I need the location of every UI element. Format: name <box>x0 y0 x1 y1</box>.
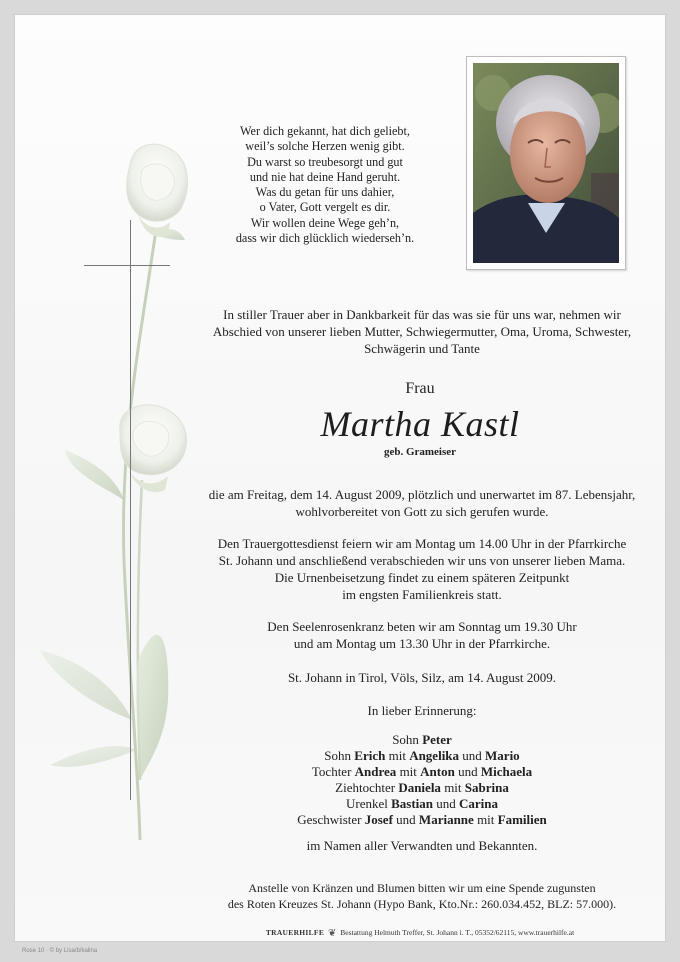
poem-line: Was du getan für uns dahier, <box>255 185 395 200</box>
memory-heading <box>180 702 664 719</box>
rose-icon: ❦ <box>328 928 337 939</box>
family-member-line <box>180 764 664 780</box>
footer-brand: TRAUERHILFE <box>265 928 325 937</box>
family-member-name: Josef <box>364 812 393 827</box>
family-member-name: Erich <box>354 748 386 763</box>
death-notice-line: wohlvorbereitet von Gott zu sich gerufen wurde. <box>295 504 549 519</box>
family-relation-text: Sohn <box>392 732 423 747</box>
service-line: St. Johann und anschließend verabschieden wir uns von unserer lieben Mama. <box>218 553 626 568</box>
family-member-name: Carina <box>459 796 499 811</box>
deceased-name: Martha Kastl <box>320 404 520 444</box>
death-notice-line: die am Freitag, dem 14. August 2009, plötzlich und unerwartet im 87. Lebensjahr, <box>208 487 636 502</box>
poem-line: weil’s solche Herzen wenig gibt. <box>245 139 405 154</box>
poem-line: und nie hat deine Hand geruht. <box>249 169 401 184</box>
family-relation-text: und <box>454 764 481 779</box>
family-relation-text: und <box>392 812 419 827</box>
place-date <box>180 669 664 686</box>
intro-line: Abschied von unserer lieben Mutter, Schwiegermutter, Oma, Uroma, Schwester, <box>212 324 632 339</box>
rosary-line: und am Montag um 13.30 Uhr in der Pfarrkirche. <box>293 636 551 651</box>
poem-line: Du warst so treubesorgt und gut <box>247 154 403 169</box>
portrait-image <box>473 63 619 263</box>
family-relation-text: Geschwister <box>297 812 365 827</box>
place-date-text: St. Johann in Tirol, Völs, Silz, am 14. August 2009. <box>287 670 557 685</box>
family-relation-text: mit <box>473 812 498 827</box>
family-member-name: Anton <box>420 764 455 779</box>
donation-line: Anstelle von Kränzen und Blumen bitten wir um eine Spende zugunsten <box>248 881 596 895</box>
family-member-name: Daniela <box>398 780 441 795</box>
funeral-home-footer <box>200 928 640 939</box>
portrait-frame <box>466 56 626 270</box>
portrait-photo <box>473 63 619 263</box>
cross-horizontal-line <box>84 265 170 266</box>
relatives-line <box>180 837 664 854</box>
intro-line: In stiller Trauer aber in Dankbarkeit für das was sie für uns war, nehmen wir <box>223 307 621 322</box>
maiden-name: geb. Grameiser <box>383 446 457 458</box>
donation-line: des Roten Kreuzes St. Johann (Hypo Bank, Kto.Nr.: 260.034.452, BLZ: 57.000). <box>227 897 617 911</box>
memory-heading-text: In lieber Erinnerung: <box>367 703 477 718</box>
footer-text: Bestattung Helmuth Treffer, St. Johann i. T., 05352/62115, www.trauerhilfe.at <box>340 928 575 937</box>
poem-line: dass wir dich glücklich wiederseh’n. <box>235 231 415 246</box>
family-member-name: Angelika <box>409 748 460 763</box>
family-member-line <box>180 732 664 748</box>
salutation: Frau <box>405 380 435 397</box>
family-relation-text: Tochter <box>311 764 355 779</box>
service-line: Die Urnenbeisetzung findet zu einem späteren Zeitpunkt <box>274 570 570 585</box>
family-member-line <box>180 748 664 764</box>
family-member-name: Familien <box>497 812 547 827</box>
family-list <box>180 732 664 828</box>
family-member-name: Sabrina <box>464 780 509 795</box>
family-member-name: Mario <box>485 748 520 763</box>
donation-request <box>180 880 664 912</box>
intro-text <box>180 306 664 357</box>
funeral-service-info <box>180 535 664 603</box>
intro-line: Schwägerin und Tante <box>364 341 480 356</box>
rosary-line: Den Seelenrosenkranz beten wir am Sonntag um 19.30 Uhr <box>267 619 577 634</box>
family-member-line <box>180 796 664 812</box>
relatives-text: im Namen aller Verwandten und Bekannten. <box>306 838 538 853</box>
service-line: Den Trauergottesdienst feiern wir am Montag um 14.00 Uhr in der Pfarrkirche <box>217 536 627 551</box>
family-member-name: Marianne <box>418 812 474 827</box>
service-line: im engsten Familienkreis statt. <box>342 587 502 602</box>
poem-line: Wir wollen deine Wege geh’n, <box>250 215 400 230</box>
family-member-name: Bastian <box>391 796 434 811</box>
family-relation-text: Urenkel <box>345 796 392 811</box>
image-credit: Rose 10 · © by Lisa/b/kalina <box>22 948 98 954</box>
death-notice <box>180 486 664 520</box>
cross-vertical-line <box>130 220 131 800</box>
poem-line: Wer dich gekannt, hat dich geliebt, <box>240 124 410 138</box>
family-relation-text: und <box>459 748 486 763</box>
poem-line: o Vater, Gott vergelt es dir. <box>259 200 391 215</box>
family-member-line <box>180 780 664 796</box>
family-member-name: Andrea <box>354 764 397 779</box>
rosary-info <box>180 618 664 652</box>
family-relation-text: mit <box>385 748 410 763</box>
family-relation-text: mit <box>396 764 421 779</box>
family-relation-text: Ziehtochter <box>335 780 399 795</box>
family-member-name: Peter <box>422 732 452 747</box>
memorial-poem <box>214 124 436 246</box>
family-relation-text: Sohn <box>324 748 355 763</box>
family-member-name: Michaela <box>480 764 533 779</box>
family-relation-text: und <box>433 796 460 811</box>
family-member-line <box>180 812 664 828</box>
family-relation-text: mit <box>440 780 465 795</box>
